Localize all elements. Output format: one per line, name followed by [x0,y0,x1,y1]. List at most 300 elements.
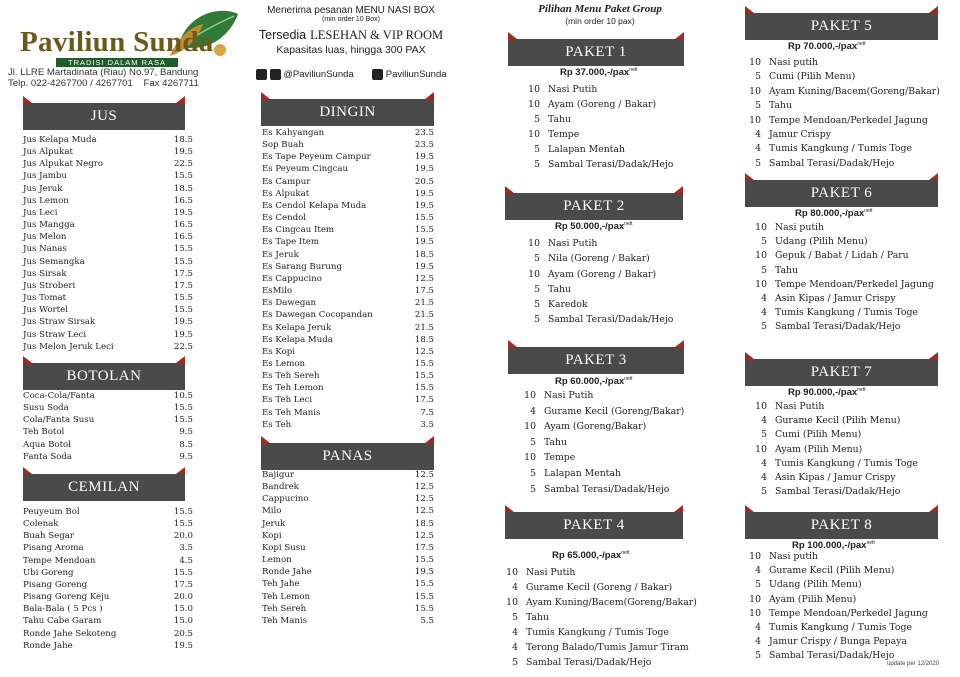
menu-item [23,268,193,280]
item-qty: 4 [755,143,761,155]
menu-item [262,518,434,530]
item-qty: 5 [755,100,761,112]
paket-banner: PAKET 1 [508,39,684,66]
menu-item [262,358,434,370]
item-name: Tumis Kangkung / Tumis Toge [769,143,912,155]
item-price: 19.5 [414,188,434,199]
paket-items [512,236,673,328]
item-name: Es Cendol Kelapa Muda [262,200,367,211]
paket-banner: PAKET 7 [745,359,938,386]
item-name: Bajigur [262,470,294,480]
panas-banner: PANAS [261,443,434,470]
menu-item [23,402,193,414]
item-name: Jus Leci [23,207,58,218]
item-name: Nasi putih [775,222,825,233]
item-qty: 5 [534,314,540,326]
paket-items [508,388,684,497]
item-price: 23.5 [414,140,434,151]
item-price: 19.5 [173,640,193,651]
item-price: 22.5 [173,159,193,170]
item-name: Es Cingcau Item [262,225,335,236]
paket-items [494,565,697,670]
paket-price [788,41,866,52]
fax: Fax 4267711 [143,78,199,89]
item-name: Ronde Jahe [262,567,312,578]
item-price: 12.5 [414,346,434,357]
paket-item [512,127,673,142]
item-name: Tahu [544,436,567,448]
item-price: 10.5 [173,391,193,401]
item-name: Nasi Putih [544,390,594,401]
pax-suffix: /pax [845,208,865,220]
item-price: 12.5 [414,482,434,493]
item-name: Gurame Kecil (Goreng/Bakar) [544,405,685,417]
item-name: Teh Manis [262,615,308,626]
item-qty: 5 [534,299,540,311]
paket-item [512,236,673,251]
paket-price [795,208,873,219]
item-qty: 5 [755,650,761,662]
menu-item [262,346,434,358]
item-qty: 10 [749,593,761,605]
item-price: 20.0 [173,531,193,542]
menu-item [23,640,193,652]
menu-item [262,273,434,285]
item-name: Jus Wortel [23,305,68,316]
paket-items [743,400,918,499]
item-name: Ronde Jahe Sekoteng [23,628,117,639]
paket-item [512,157,673,172]
item-name: Ayam (Goreng / Bakar) [548,99,657,110]
menu-item [23,280,193,292]
item-price: 21.5 [414,298,434,309]
item-qty: 10 [749,57,761,68]
paket-item [743,635,928,649]
item-qty: 10 [524,390,536,401]
paket-item [512,297,673,312]
paket-item [508,404,684,420]
paket-item [512,97,673,112]
menu-item [23,329,193,341]
item-name: Tumis Kangkung / Tumis Toge [775,457,918,469]
menu-item [23,555,193,567]
item-price: 21.5 [414,310,434,321]
item-price: 19.5 [414,237,434,248]
menu-item [262,394,434,406]
cemilan-list [23,506,193,652]
item-price: 15.5 [173,293,193,304]
item-qty: 10 [506,567,518,578]
item-name: Gurame Kecil (Pilih Menu) [775,415,901,427]
item-qty: 5 [755,71,761,83]
paket-item [743,564,928,578]
item-name: Milo [262,506,282,517]
nett-label: nett [629,67,638,73]
item-name: Bandrek [262,482,299,493]
item-price: 12.5 [414,506,434,517]
nett-label: nett [864,208,873,214]
item-name: Cumi (Pilih Menu) [769,71,856,83]
item-qty: 5 [534,253,540,265]
item-name: Es Dawegan [262,298,317,309]
menu-item [262,493,434,505]
paket-item [743,443,918,457]
item-qty: 5 [534,283,540,295]
paket-item [743,70,940,84]
item-name: Es Teh Lemon [262,383,324,394]
menu-item [23,207,193,219]
item-price: 19.5 [414,152,434,163]
item-qty: 10 [749,85,761,97]
price-value: Rp 90.000,- [788,387,839,399]
nett-label: nett [857,41,866,47]
paket-item [512,282,673,297]
paket-items [512,82,673,172]
paket-item [743,264,934,278]
item-qty: 4 [755,636,761,648]
item-name: Nasi putih [769,551,819,562]
item-qty: 4 [755,622,761,634]
paket-item [494,580,697,595]
item-price: 20.5 [414,176,434,187]
item-price: 19.5 [173,147,193,158]
paket-items [743,550,928,664]
paket-item [743,56,940,70]
twitter-icon [270,69,281,80]
item-price: 15.5 [173,244,193,255]
dingin-list [262,127,434,431]
item-name: Sambal Terasi/Dadak/Hejo [769,157,895,169]
item-qty: 5 [534,114,540,125]
item-name: Tempe Mendoan/Perkedel Jagung [769,114,928,126]
item-name: Ayam Kuning/Bacem(Goreng/Bakar) [526,597,697,608]
item-name: Es Teh Manis [262,407,321,418]
brand-name: Paviliun Sunda [20,26,214,58]
item-name: Jeruk [262,518,286,529]
item-price: 22.5 [173,341,193,352]
item-name: Es Kopi [262,346,296,357]
item-qty: 10 [524,452,536,464]
menu-item [23,567,193,579]
item-price: 15.0 [173,616,193,627]
item-price: 18.5 [414,518,434,529]
item-name: Es Cendol [262,213,307,224]
paket-item [743,114,940,128]
paket-price [552,550,630,561]
item-name: Gurame Kecil (Goreng / Bakar) [526,582,673,593]
item-price: 19.5 [414,164,434,175]
item-name: Tahu [548,283,571,295]
paket-banner: PAKET 6 [745,180,938,207]
item-qty: 10 [755,250,767,262]
item-name: Aqua Botol [23,439,71,450]
item-name: Sop Buah [262,140,304,151]
item-qty: 5 [761,486,767,498]
item-name: Es Lemon [262,358,306,369]
item-price: 3.5 [420,419,434,430]
menu-item [262,591,434,603]
menu-item [23,390,193,402]
item-name: Udang (Pilih Menu) [775,236,868,248]
item-qty: 10 [755,222,767,233]
menu-item [262,419,434,431]
item-price: 20.5 [173,628,193,639]
item-name: Jus Sirsak [23,268,67,279]
item-qty: 10 [524,421,536,433]
item-qty: 10 [755,278,767,290]
item-name: Nasi Putih [775,401,825,412]
item-price: 15.5 [414,579,434,590]
pax-suffix: /pax [838,387,858,399]
item-price: 5.5 [420,615,434,626]
menu-item [262,176,434,188]
item-price: 4.5 [179,555,193,566]
paket-item [508,419,684,435]
item-price: 17.5 [173,268,193,279]
menu-item [262,200,434,212]
item-name: Colenak [23,519,59,530]
paket-item [743,85,940,99]
item-name: Tempe [544,452,576,464]
nett-label: nett [624,221,633,227]
item-price: 17.5 [414,542,434,553]
item-name: Tahu [769,100,792,112]
item-qty: 5 [512,657,518,668]
paket-item [743,593,928,607]
item-qty: 4 [530,405,536,417]
item-price: 15.5 [173,403,193,414]
item-price: 19.5 [173,207,193,218]
item-name: Es Campur [262,176,311,187]
item-price: 15.5 [173,415,193,426]
menu-item [262,578,434,590]
group-title: Pilihan Menu Paket Group [538,3,662,15]
item-price: 19.5 [414,261,434,272]
menu-item [23,256,193,268]
menu-item [262,566,434,578]
botolan-banner: BOTOLAN [23,363,185,390]
item-qty: 5 [530,467,536,479]
item-name: Tahu [775,264,798,276]
menu-item [262,188,434,200]
item-qty: 4 [761,457,767,469]
menu-item [23,231,193,243]
item-name: Jus Jambu [23,171,67,182]
paket-item [743,157,940,171]
menu-item [262,334,434,346]
item-qty: 5 [530,483,536,495]
menu-item [262,382,434,394]
item-price: 18.5 [173,183,193,194]
item-name: Ronde Jahe [23,640,73,651]
item-name: Gurame Kecil (Pilih Menu) [769,565,895,577]
item-price: 19.5 [173,329,193,340]
menu-item [262,322,434,334]
item-name: Pisang Goreng [23,579,88,590]
item-qty: 5 [512,612,518,623]
item-name: Sambal Terasi/Dadak/Hejo [544,483,670,495]
item-name: Jus Melon Jeruk Leci [23,341,114,352]
item-qty: 10 [528,238,540,249]
item-name: Nila (Goreng / Bakar) [548,253,650,265]
price-value: Rp 65.000,- [552,550,603,562]
item-name: Es Teh [262,419,292,430]
paket-item [743,471,918,485]
item-name: Susu Soda [23,403,69,414]
item-price: 15.5 [414,591,434,602]
item-price: 19.5 [414,200,434,211]
item-price: 15.5 [173,305,193,316]
item-name: Es Peyeum Cingcau [262,164,349,175]
item-name: Nasi putih [769,57,819,68]
price-value: Rp 37.000,- [560,67,611,79]
item-name: Es Tape Peyeum Campur [262,152,371,163]
item-price: 18.5 [414,249,434,260]
paket-banner: PAKET 3 [508,347,684,374]
item-price: 3.5 [179,543,193,554]
paket-item [743,320,934,334]
item-name: Jus Straw Sirsak [23,317,96,328]
group-min-order: (min order 10 pax) [565,16,635,26]
item-name: Kopi [262,530,282,541]
item-name: Es Tape Item [262,237,320,248]
item-price: 15.5 [173,507,193,517]
item-price: 23.5 [414,128,434,138]
item-price: 7.5 [420,407,434,418]
menu-item [262,505,434,517]
pax-suffix: /pax [602,550,622,562]
paket-banner: PAKET 2 [505,193,683,220]
paket-item [743,128,940,142]
item-name: Ayam Kuning/Bacem(Goreng/Bakar) [769,85,940,97]
item-name: Jus Straw Leci [23,329,87,340]
paket-price [788,387,866,398]
menu-item [23,451,193,463]
item-name: Jus Alpukat [23,147,73,158]
menu-item [262,285,434,297]
paket-item [743,621,928,635]
item-name: Tempe [548,129,580,140]
item-qty: 10 [506,597,518,608]
item-price: 18.5 [414,334,434,345]
item-name: Tahu Cabe Garam [23,616,102,627]
menu-item [23,628,193,640]
paket-item [494,565,697,580]
menu-item [23,426,193,438]
item-name: Tumis Kangkung / Tumis Toge [769,622,912,634]
menu-item [262,481,434,493]
item-name: Nasi Putih [526,567,576,578]
jus-banner: JUS [23,103,185,130]
paket-item [508,466,684,482]
item-qty: 5 [761,321,767,333]
item-name: Es Kahyangan [262,128,325,138]
item-price: 17.5 [173,280,193,291]
item-price: 15.0 [173,604,193,615]
brand-logo [18,6,228,68]
item-name: Jus Alpukat Negro [23,159,104,170]
paket-item [494,655,697,670]
item-price: 17.5 [414,395,434,406]
item-price: 17.5 [173,579,193,590]
item-name: Tempe Mendoan/Perkedel Jagung [775,278,934,290]
item-price: 15.5 [173,256,193,267]
item-name: Lalapan Mentah [544,467,621,479]
nett-label: nett [857,387,866,393]
item-name: Karedok [548,299,588,311]
item-name: Kopi Susu [262,542,306,553]
item-price: 16.5 [173,232,193,243]
item-name: Lalapan Mentah [548,144,625,155]
item-name: Cumi (Pilih Menu) [775,429,862,441]
menu-item [262,615,434,627]
menu-item [23,292,193,304]
menu-item [262,151,434,163]
item-name: Sambal Terasi/Dadak/Hejo [775,321,901,333]
item-price: 15.5 [414,358,434,369]
item-name: Es Alpukat [262,188,310,199]
item-name: Ayam (Pilih Menu) [769,593,857,605]
item-name: Buah Segar [23,531,74,542]
item-qty: 10 [749,551,761,562]
menu-item [262,309,434,321]
item-name: Jus Tomat [23,293,67,304]
menu-item [23,603,193,615]
item-price: 16.5 [173,195,193,206]
paket-items [743,221,934,335]
paket-item [512,251,673,266]
item-name: Ayam (Pilih Menu) [775,443,863,455]
item-name: Tumis Kangkung / Tumis Toge [526,627,669,638]
paket-item [743,292,934,306]
item-name: Es Sarang Burung [262,261,342,272]
item-price: 12.5 [414,530,434,541]
menu-item [262,542,434,554]
item-qty: 4 [761,307,767,319]
item-name: Teh Botol [23,427,65,438]
item-price: 9.5 [179,427,193,438]
paket-item [508,482,684,498]
menu-item [262,407,434,419]
instagram-icon [256,69,267,80]
intro-line-3: Tersedia LESEHAN & VIP ROOM [258,28,444,42]
item-price: 15.5 [414,603,434,614]
item-name: Jus Jeruk [23,183,63,194]
item-name: Sambal Terasi/Dadak/Hejo [769,650,895,662]
paket-item [743,306,934,320]
item-name: Bala-Bala ( 5 Pcs ) [23,604,103,615]
item-qty: 10 [528,268,540,280]
item-qty: 10 [755,401,767,412]
paket-price [555,376,633,387]
menu-item [262,224,434,236]
paket-item [508,388,684,404]
item-qty: 10 [528,99,540,110]
paket-item [743,550,928,564]
update-note: update per 12/2020 [887,661,940,667]
paket-item [743,607,928,621]
item-name: Es Teh Leci [262,395,313,406]
item-qty: 4 [512,642,518,653]
menu-item [23,542,193,554]
item-name: Tahu [526,612,549,623]
item-qty: 5 [761,236,767,248]
paket-item [743,457,918,471]
item-name: Es Cappucino [262,273,322,284]
item-qty: 4 [761,472,767,484]
item-name: Jus Semangka [23,256,85,267]
nett-label: nett [624,376,633,382]
